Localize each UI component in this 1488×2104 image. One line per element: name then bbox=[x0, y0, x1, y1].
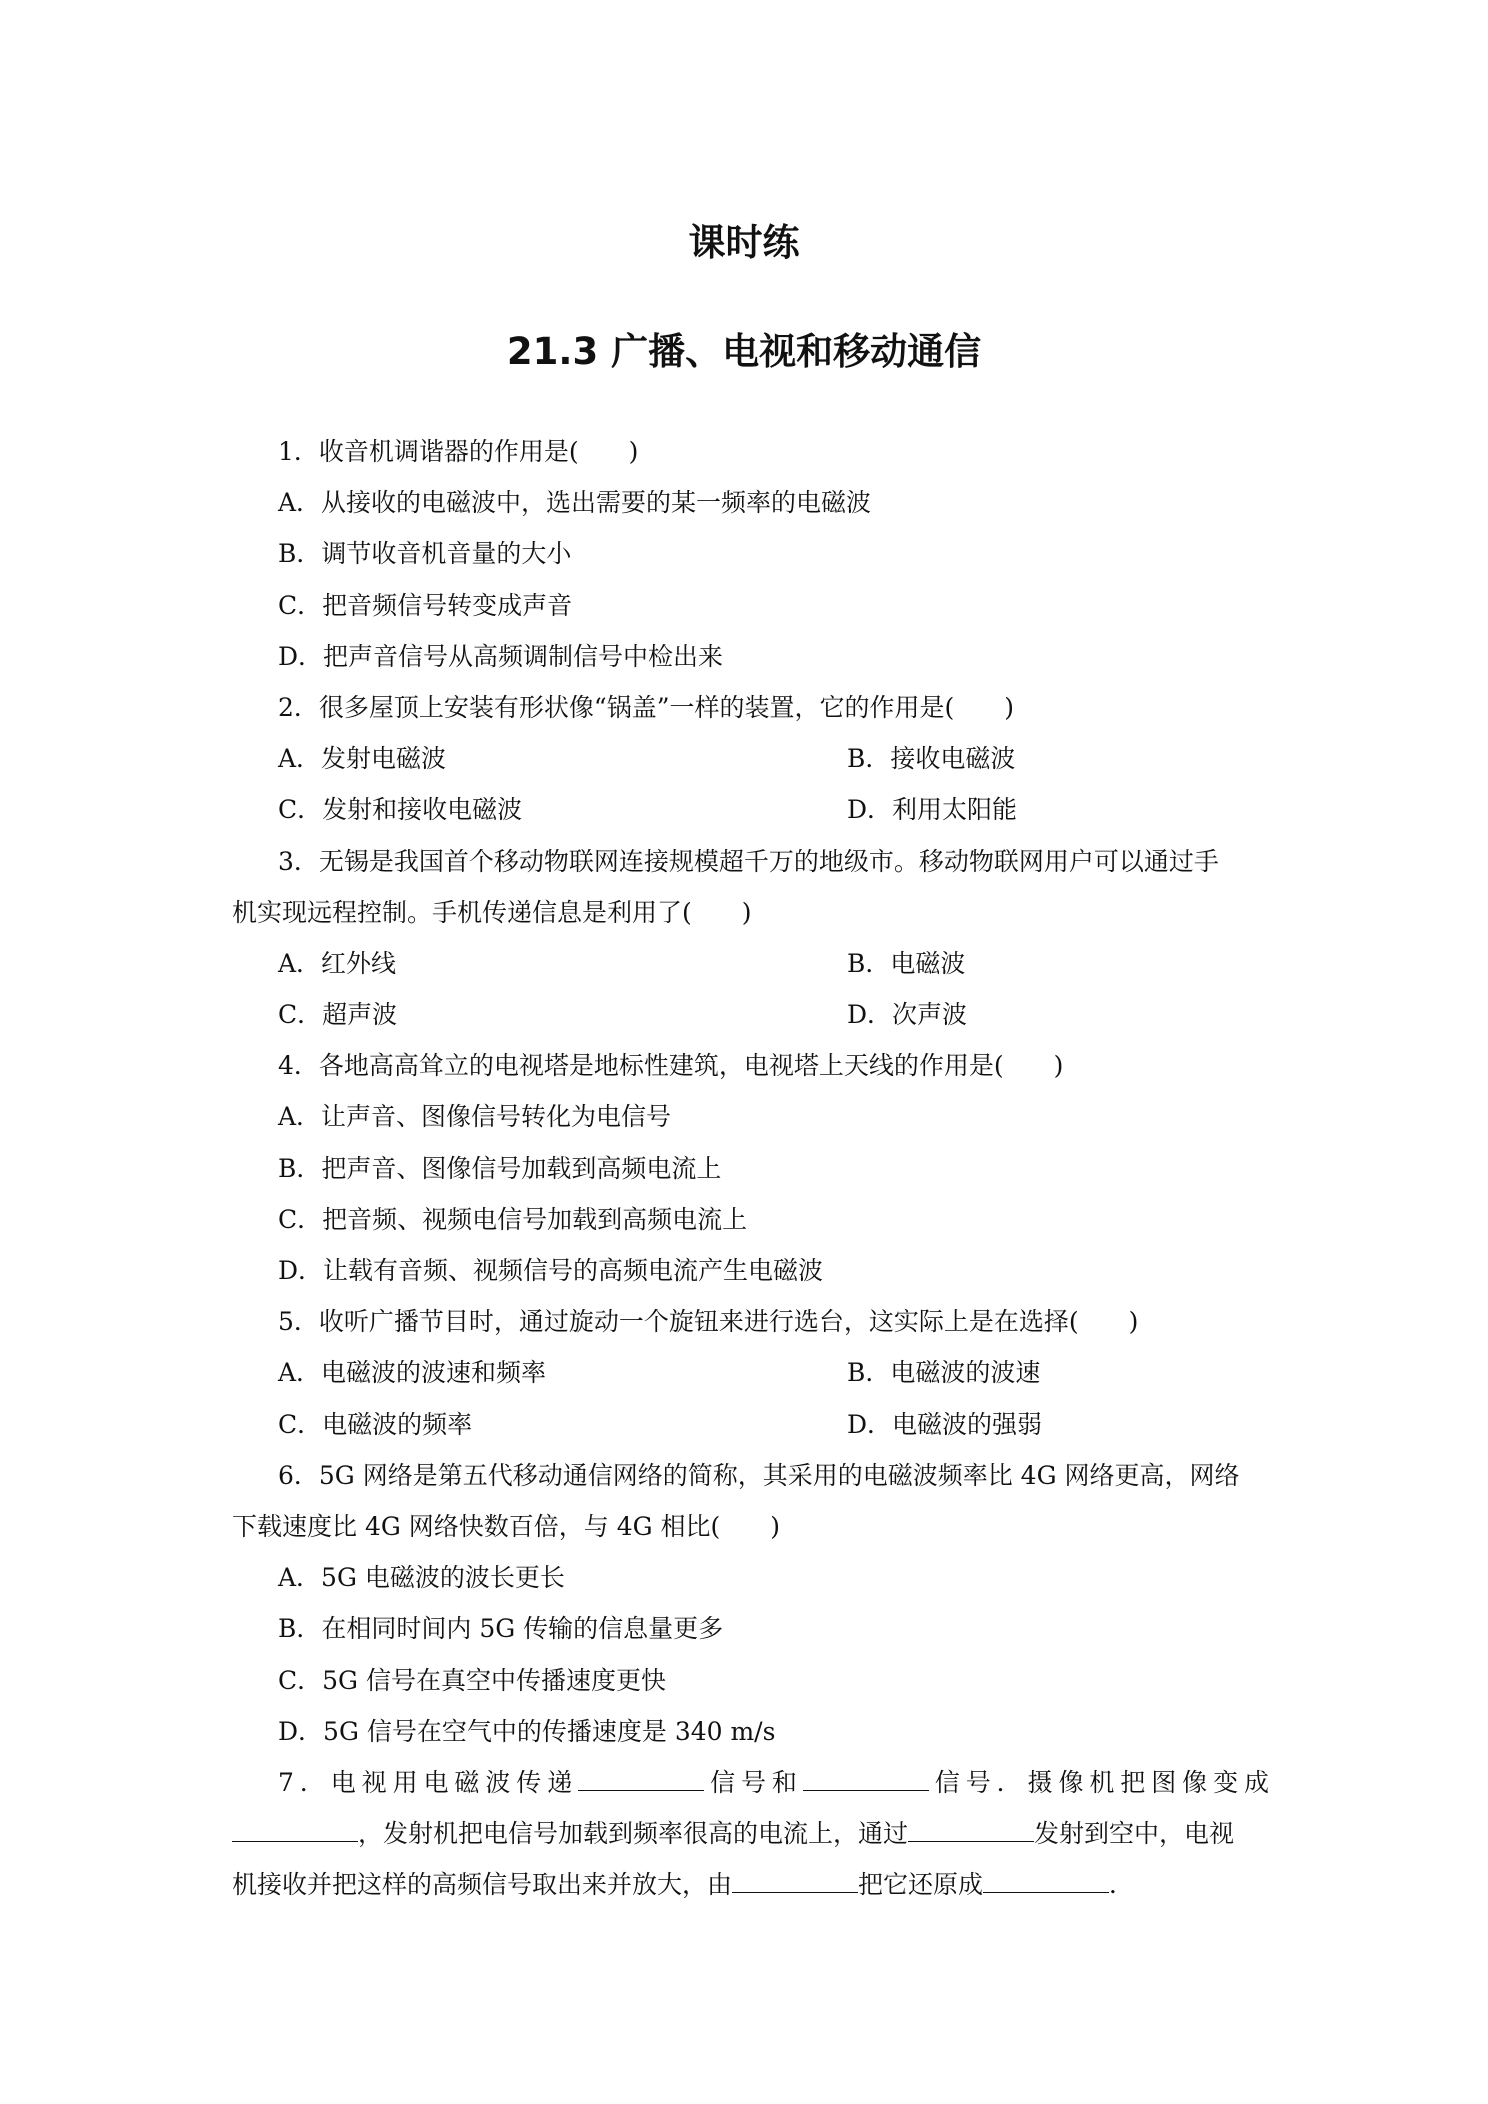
question-2-option-a: A．发射电磁波 bbox=[278, 744, 447, 774]
question-2-options-row-1 bbox=[232, 733, 1269, 784]
answer-blank[interactable] bbox=[983, 1870, 1109, 1893]
question-2-stem: 2．很多屋顶上安装有形状像“锅盖”一样的装置，它的作用是( ) bbox=[278, 692, 1014, 722]
question-7-text: 信号和 bbox=[704, 1767, 803, 1797]
question-3-stem-line-1: 3．无锡是我国首个移动物联网连接规模超千万的地级市。移动物联网用户可以通过手 bbox=[278, 846, 1219, 876]
question-1-option-d: D．把声音信号从高频调制信号中检出来 bbox=[278, 641, 724, 671]
question-5-options-row-2 bbox=[232, 1399, 1269, 1450]
question-2-option-c: C．发射和接收电磁波 bbox=[278, 795, 523, 825]
question-6-option-c: C．5G 信号在真空中传播速度更快 bbox=[278, 1665, 666, 1695]
question-6-stem-line-2: 下载速度比 4G 网络快数百倍，与 4G 相比( ) bbox=[232, 1511, 781, 1541]
question-5-option-a: A．电磁波的波速和频率 bbox=[278, 1358, 547, 1388]
question-1-option-a: A．从接收的电磁波中，选出需要的某一频率的电磁波 bbox=[278, 488, 872, 518]
question-7-text: ． bbox=[1109, 1870, 1135, 1900]
question-1-option-c: C．把音频信号转变成声音 bbox=[278, 590, 573, 620]
question-7-text: 信号．摄像机把图像变成 bbox=[928, 1767, 1269, 1797]
question-5-option-d: D．电磁波的强弱 bbox=[847, 1409, 1043, 1439]
question-4-option-a: A．让声音、图像信号转化为电信号 bbox=[278, 1102, 672, 1132]
question-2-options-row-2 bbox=[232, 784, 1269, 835]
question-6-option-a: A．5G 电磁波的波长更长 bbox=[278, 1563, 565, 1593]
section-title: 21.3 广播、电视和移动通信 bbox=[506, 330, 982, 373]
question-6-stem-line-1: 6．5G 网络是第五代移动通信网络的简称，其采用的电磁波频率比 4G 网络更高，网络 bbox=[278, 1460, 1240, 1490]
question-3-options-row-2 bbox=[232, 989, 1269, 1040]
question-5-option-c: C．电磁波的频率 bbox=[278, 1409, 473, 1439]
question-3-options-row-1 bbox=[232, 938, 1269, 989]
question-7-text: ，发射机把电信号加载到频率很高的电流上，通过 bbox=[358, 1819, 909, 1849]
question-4-option-d: D．让载有音频、视频信号的高频电流产生电磁波 bbox=[278, 1256, 824, 1285]
question-3-option-c: C．超声波 bbox=[278, 1000, 398, 1030]
question-3-option-a: A．红外线 bbox=[278, 948, 397, 978]
question-5-options-row-1 bbox=[232, 1347, 1269, 1398]
answer-blank[interactable] bbox=[232, 1819, 358, 1842]
question-4-option-c: C．把音频、视频电信号加载到高频电流上 bbox=[278, 1204, 748, 1234]
question-4-stem: 4．各地高高耸立的电视塔是地标性建筑，电视塔上天线的作用是( ) bbox=[278, 1051, 1064, 1081]
question-2-option-d: D．利用太阳能 bbox=[847, 795, 1018, 825]
answer-blank[interactable] bbox=[908, 1819, 1034, 1842]
answer-blank[interactable] bbox=[803, 1768, 929, 1791]
question-6-option-b: B．在相同时间内 5G 传输的信息量更多 bbox=[278, 1614, 724, 1644]
question-7-line-1 bbox=[232, 1757, 1269, 1808]
question-3-option-b: B．电磁波 bbox=[847, 948, 966, 978]
question-3-option-d: D．次声波 bbox=[847, 1000, 968, 1030]
question-1-stem: 1．收音机调谐器的作用是( ) bbox=[278, 437, 639, 466]
answer-blank[interactable] bbox=[578, 1768, 704, 1791]
question-2-option-b: B．接收电磁波 bbox=[847, 744, 1016, 774]
question-1-option-b: B．调节收音机音量的大小 bbox=[278, 539, 572, 569]
question-list bbox=[232, 426, 1269, 1910]
question-6-option-d: D．5G 信号在空气中的传播速度是 340 m/s bbox=[278, 1716, 776, 1746]
question-7-text: 发射到空中，电视 bbox=[1034, 1819, 1235, 1849]
question-5-option-b: B．电磁波的波速 bbox=[847, 1358, 1041, 1388]
question-3-stem-line-2: 机实现远程控制。手机传递信息是利用了( ) bbox=[232, 897, 752, 927]
question-7-text: 机接收并把这样的高频信号取出来并放大，由 bbox=[232, 1870, 733, 1900]
question-7-line-3 bbox=[232, 1859, 1269, 1910]
question-7-text: 7．电视用电磁波传递 bbox=[278, 1767, 579, 1797]
question-7-line-2 bbox=[232, 1808, 1269, 1859]
page-title: 课时练 bbox=[688, 221, 800, 264]
question-4-option-b: B．把声音、图像信号加载到高频电流上 bbox=[278, 1153, 722, 1183]
question-5-stem: 5．收听广播节目时，通过旋动一个旋钮来进行选台，这实际上是在选择( ) bbox=[278, 1307, 1139, 1337]
question-7-text: 把它还原成 bbox=[858, 1870, 984, 1900]
answer-blank[interactable] bbox=[732, 1870, 858, 1893]
